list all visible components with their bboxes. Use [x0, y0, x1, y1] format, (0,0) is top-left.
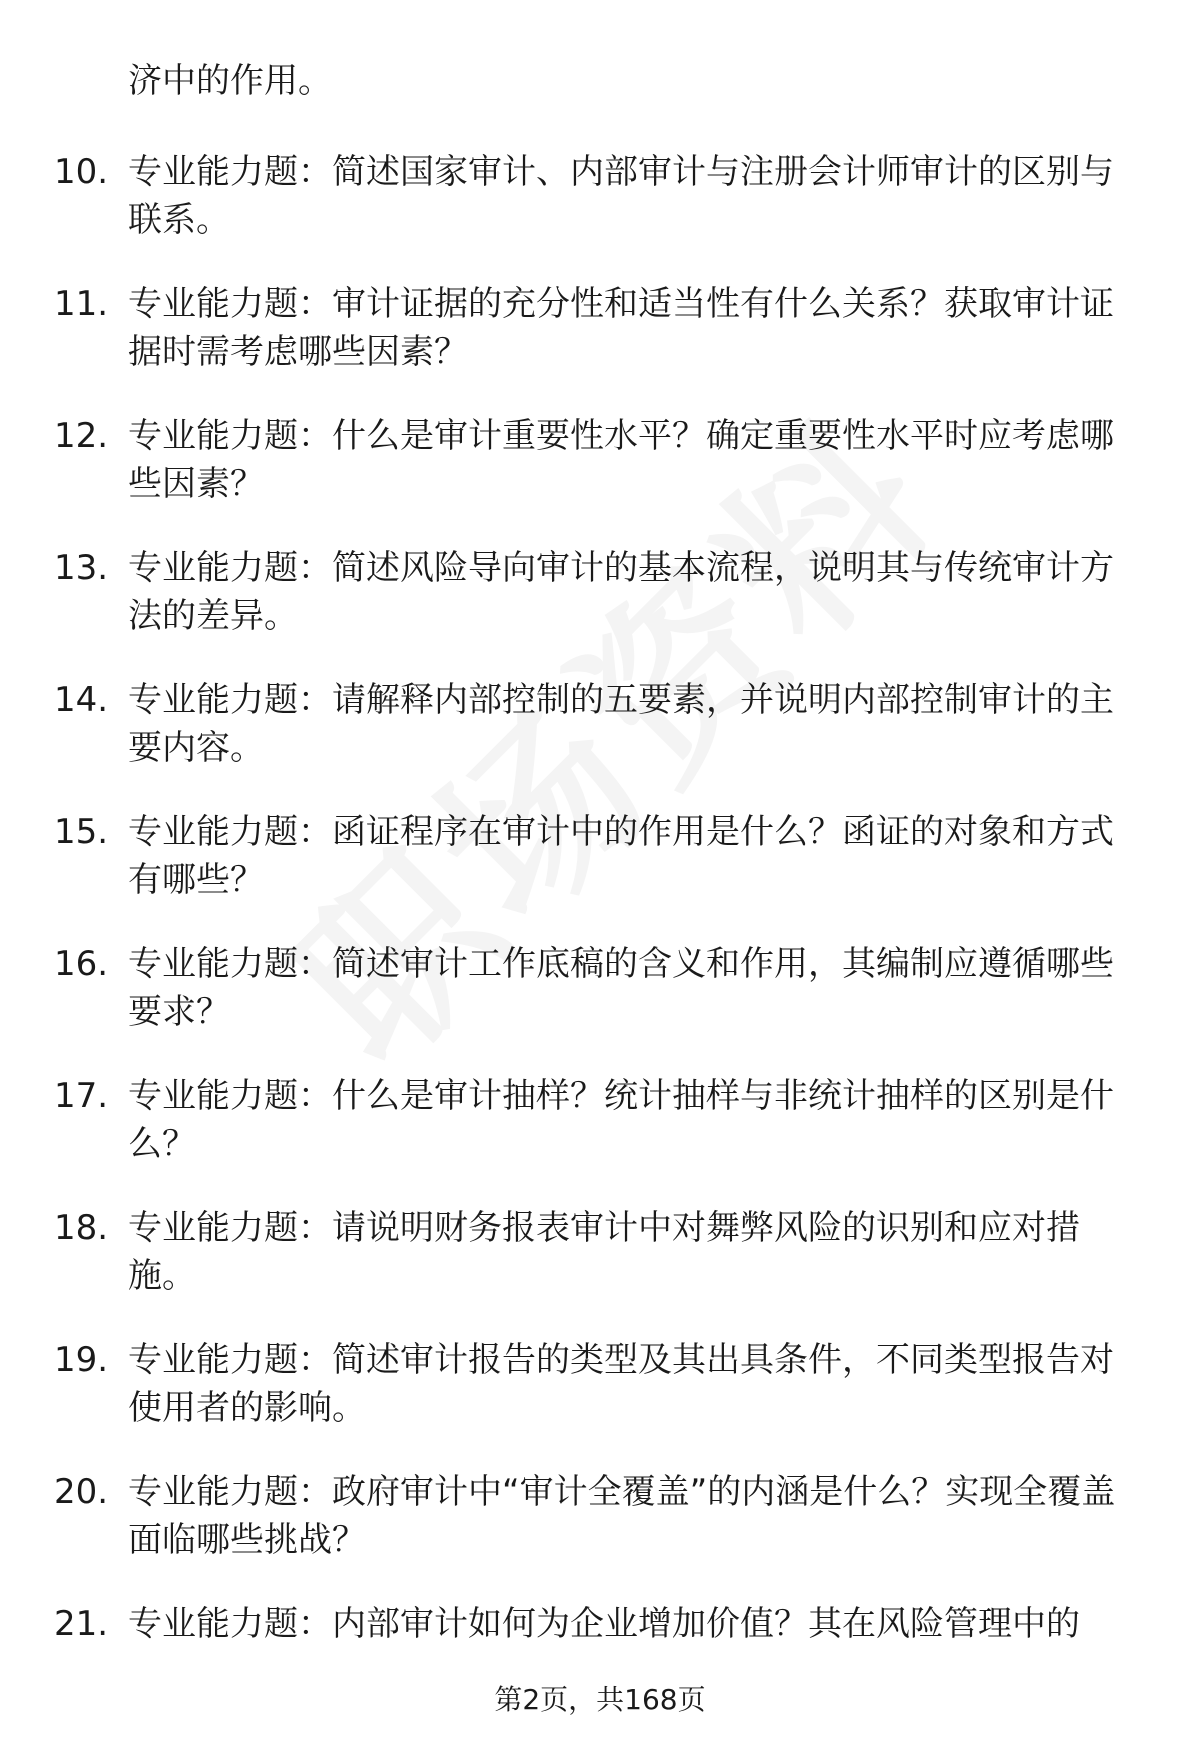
question-number: 15.: [54, 812, 109, 852]
question-text: 专业能力题：简述国家审计、内部审计与注册会计师审计的区别与联系。: [128, 152, 1114, 240]
question-number: 14.: [54, 680, 109, 720]
question-text: 专业能力题：简述审计报告的类型及其出具条件，不同类型报告对使用者的影响。: [128, 1340, 1114, 1428]
question-text: 专业能力题：什么是审计抽样？统计抽样与非统计抽样的区别是什么？: [128, 1076, 1114, 1164]
question-text: 专业能力题：请解释内部控制的五要素，并说明内部控制审计的主要内容。: [128, 680, 1114, 768]
question-number: 17.: [54, 1076, 109, 1116]
list-item: [0, 272, 1200, 404]
question-text: 专业能力题：什么是审计重要性水平？确定重要性水平时应考虑哪些因素？: [128, 416, 1114, 504]
question-list: [0, 140, 1200, 1724]
question-number: 21.: [54, 1604, 109, 1644]
list-item: [0, 1196, 1200, 1328]
list-item: [0, 1460, 1200, 1592]
question-text: 专业能力题：请说明财务报表审计中对舞弊风险的识别和应对措施。: [128, 1208, 1080, 1296]
list-item: [0, 800, 1200, 932]
question-text: 专业能力题：审计证据的充分性和适当性有什么关系？获取审计证据时需考虑哪些因素？: [128, 284, 1114, 372]
list-item: [0, 1328, 1200, 1460]
list-item: [0, 668, 1200, 800]
question-text: 专业能力题：简述审计工作底稿的含义和作用，其编制应遵循哪些要求？: [128, 944, 1114, 1032]
list-item: [0, 1064, 1200, 1196]
list-item: [0, 932, 1200, 1064]
question-text: 专业能力题：内部审计如何为企业增加价值？其在风险管理中的: [128, 1604, 1080, 1644]
continuation-text: 济中的作用。: [128, 61, 332, 101]
question-number: 11.: [54, 284, 109, 324]
list-item: [0, 536, 1200, 668]
question-number: 20.: [54, 1472, 109, 1512]
question-number: 18.: [54, 1208, 109, 1248]
question-text: 专业能力题：函证程序在审计中的作用是什么？函证的对象和方式有哪些？: [128, 812, 1114, 900]
question-number: 12.: [54, 416, 109, 456]
question-text: 专业能力题：政府审计中“审计全覆盖”的内涵是什么？实现全覆盖面临哪些挑战？: [128, 1472, 1116, 1560]
list-item: [0, 404, 1200, 536]
question-number: 19.: [54, 1340, 109, 1380]
list-item: [0, 140, 1200, 272]
question-number: 16.: [54, 944, 109, 984]
question-text: 专业能力题：简述风险导向审计的基本流程，说明其与传统审计方法的差异。: [128, 548, 1114, 636]
question-number: 13.: [54, 548, 109, 588]
page-footer: 第2页，共168页: [494, 1683, 706, 1716]
question-number: 10.: [54, 152, 109, 192]
